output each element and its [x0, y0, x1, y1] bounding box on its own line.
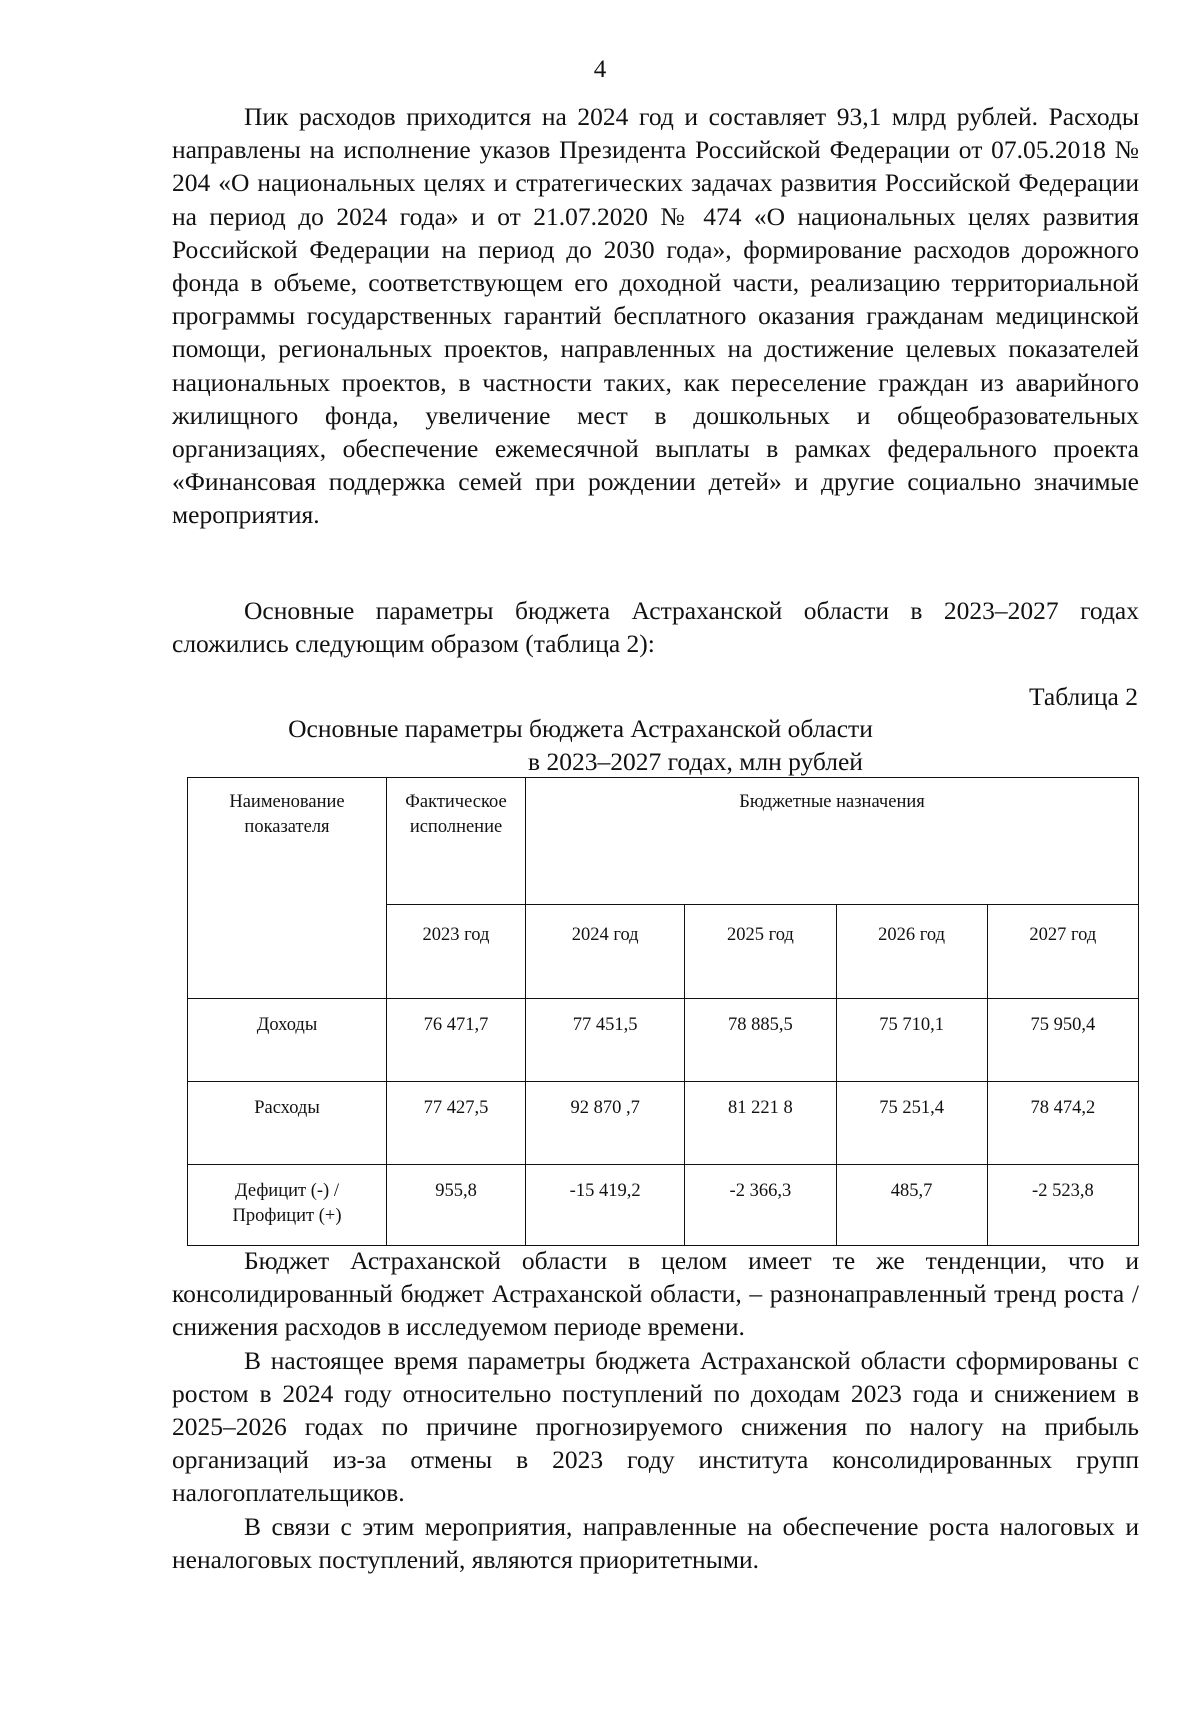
header-year-2023: 2023 год: [387, 905, 526, 999]
paragraph-priority-measures: В связи с этим мероприятия, направленные на обеспечение роста налоговых и неналоговых поступлений, являются приоритетными.: [172, 1511, 1139, 1574]
table-row-revenues: [188, 999, 1139, 1082]
table-title-line2: в 2023–2027 годах, млн рублей: [528, 747, 863, 776]
conclusion-section: [172, 1244, 1139, 1576]
table-title: [172, 712, 1139, 778]
paragraph-table-intro: Основные параметры бюджета Астраханской области в 2023–2027 годах сложились следующим образом (таблица 2):: [172, 596, 1139, 659]
header-year-2025: 2025 год: [685, 905, 836, 999]
table-cell: 76 471,7: [387, 999, 526, 1082]
table-row-expenses: [188, 1082, 1139, 1165]
header-indicator-name: Наименование показателя: [188, 778, 387, 999]
table-title-line1: Основные параметры бюджета Астраханской области: [288, 714, 873, 743]
row-label: Расходы: [188, 1082, 387, 1165]
paragraph-expenses-peak: Пик расходов приходится на 2024 год и составляет 93,1 млрд рублей. Расходы направлены на исполнение указов Президента Российской Федерации от 07.05.2018 № 204 «О национальных целях и стратегических задачах развития Российской Федерации на период до 2024 года» и от 21.07.2020 № 474 «О национальных целях развития Российской Федерации на период до 2030 года», формирование расходов дорожного фонда в объеме, соответствующем его доходной части, реализацию территориальной программы государственных гарантий бесплатного оказания гражданам медицинской помощи, региональных проектов, направленных на достижение целевых показателей национальных проектов, в частности таких, как переселение граждан из аварийного жилищного фонда, увеличение мест в дошкольных и общеобразовательных организациях, обеспечение ежемесячной выплаты в рамках федерального проекта «Финансовая поддержка семей при рождении детей» и другие социально значимые мероприятия.: [172, 102, 1139, 530]
table-cell: 77 427,5: [387, 1082, 526, 1165]
table-cell: 81 221 8: [685, 1082, 836, 1165]
budget-parameters-table: [187, 777, 1139, 1246]
table-intro-section: [172, 594, 1139, 660]
table-cell: 78 885,5: [685, 999, 836, 1082]
page-number: 4: [593, 56, 607, 83]
table-cell: 485,7: [836, 1165, 987, 1246]
paragraph-current-parameters: В настоящее время параметры бюджета Астраханской области сформированы с ростом в 2024 году относительно поступлений по доходам 2023 года и снижением в 2025–2026 годах по причине прогнозируемого снижения по налогу на прибыль организаций из-за отмены в 2023 году института консолидированных групп налогоплательщиков.: [172, 1345, 1139, 1508]
header-year-2027: 2027 год: [987, 905, 1138, 999]
table-cell: 78 474,2: [987, 1082, 1138, 1165]
header-budget-allocations: Бюджетные назначения: [526, 778, 1139, 905]
row-label: Доходы: [188, 999, 387, 1082]
table-cell: 92 870 ,7: [526, 1082, 685, 1165]
row-label: Дефицит (-) / Профицит (+): [188, 1165, 387, 1246]
table-header-row: [188, 778, 1139, 905]
table-cell: -15 419,2: [526, 1165, 685, 1246]
paragraph-budget-trends: Бюджет Астраханской области в целом имеет те же тенденции, что и консолидированный бюджет Астраханской области, – разнонаправленный тренд роста / снижения расходов в исследуемом периоде времени.: [172, 1246, 1139, 1342]
table-cell: 75 710,1: [836, 999, 987, 1082]
header-year-2026: 2026 год: [836, 905, 987, 999]
table-cell: 77 451,5: [526, 999, 685, 1082]
table-cell: -2 366,3: [685, 1165, 836, 1246]
header-actual-execution: Фактическое исполнение: [387, 778, 526, 905]
table-cell: 75 950,4: [987, 999, 1138, 1082]
table-cell: 75 251,4: [836, 1082, 987, 1165]
intro-section: [172, 100, 1139, 532]
table-cell: -2 523,8: [987, 1165, 1138, 1246]
table-label: Таблица 2: [1028, 682, 1138, 711]
table-row-deficit: [188, 1165, 1139, 1246]
table-cell: 955,8: [387, 1165, 526, 1246]
header-year-2024: 2024 год: [526, 905, 685, 999]
